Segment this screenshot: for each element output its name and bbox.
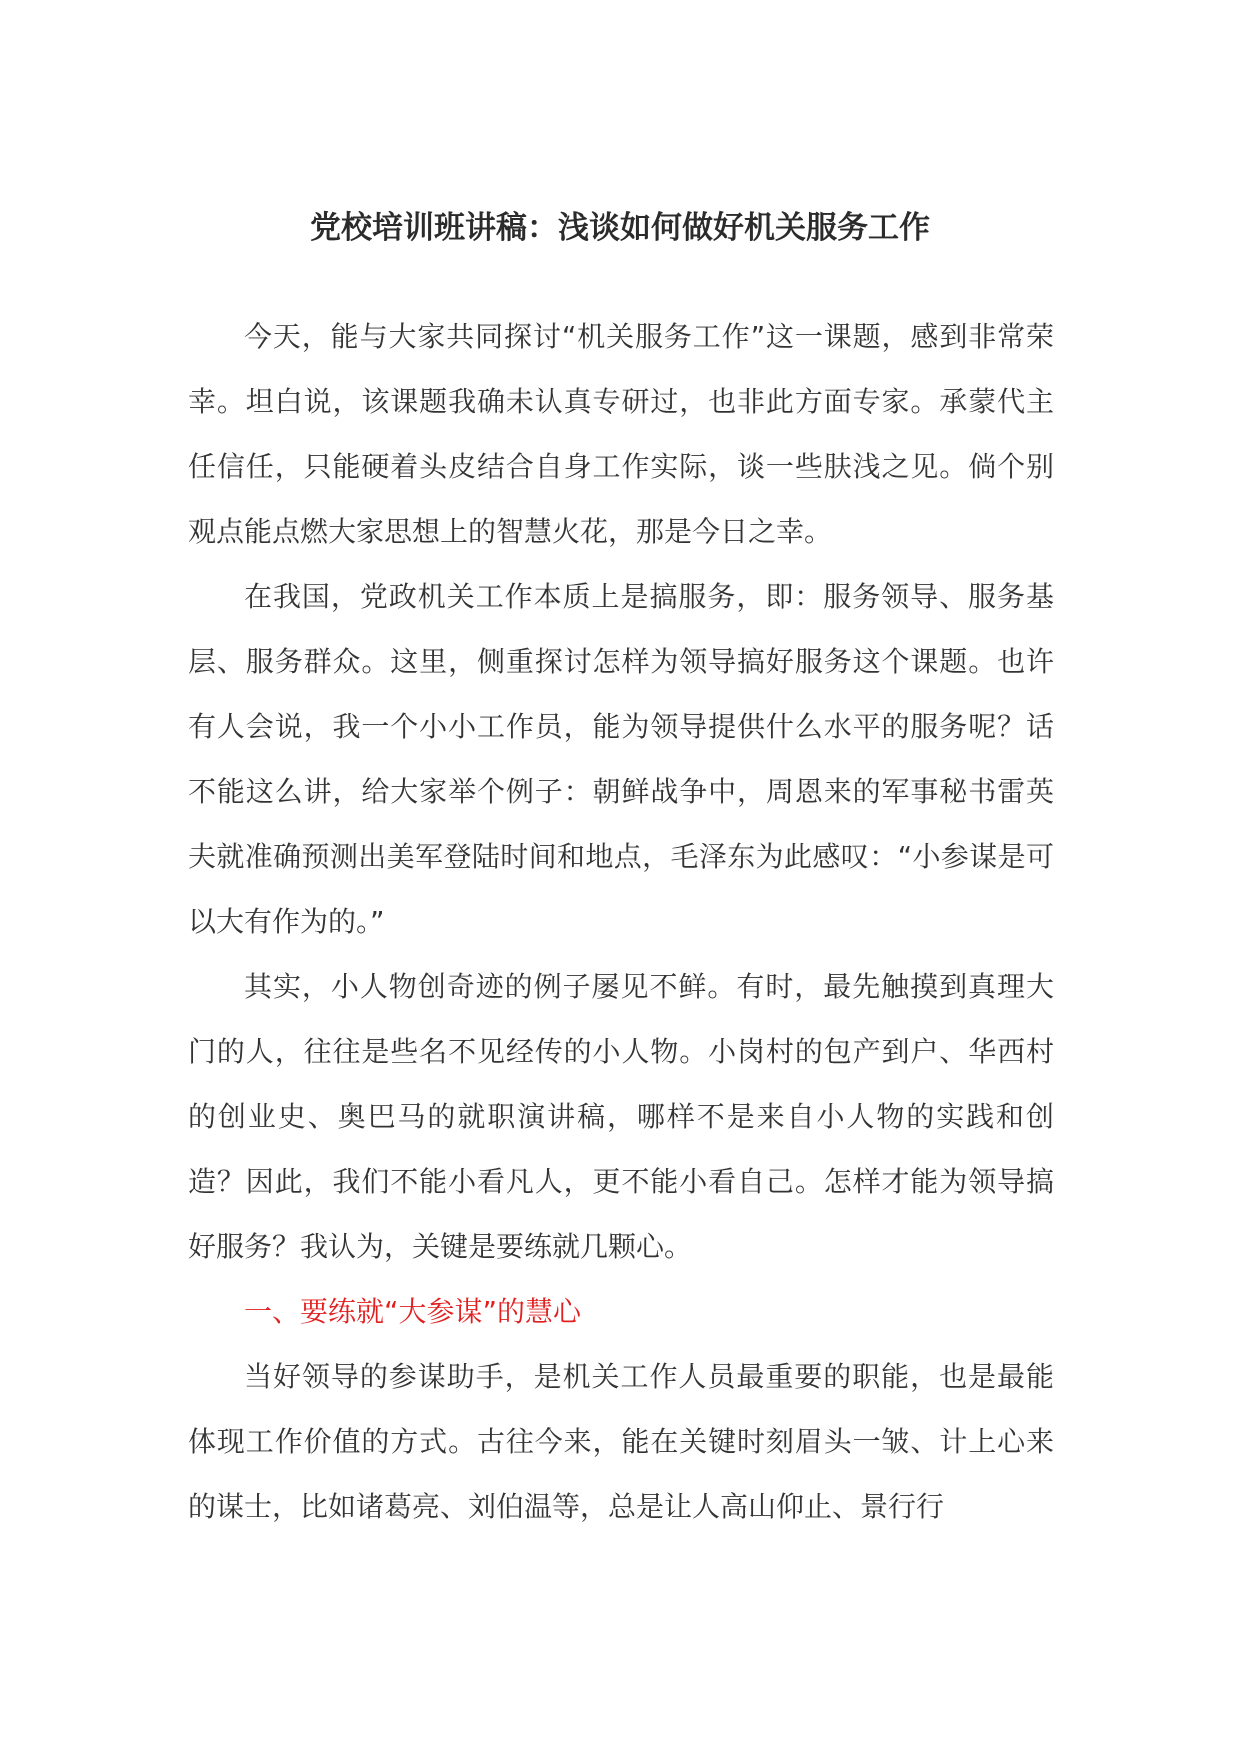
document-body [188,304,1054,1539]
paragraph-section-one: 当好领导的参谋助手，是机关工作人员最重要的职能，也是最能体现工作价值的方式。古往今来，能在关键时刻眉头一皱、计上心来的谋士，比如诸葛亮、刘伯温等，总是让人高山仰止、景行行 [188,1360,1054,1523]
section-heading: 一、要练就“大参谋”的慧心 [244,1295,582,1328]
document-title: 党校培训班讲稿：浅谈如何做好机关服务工作 [310,210,930,246]
paragraph-service: 在我国，党政机关工作本质上是搞服务，即：服务领导、服务基层、服务群众。这里，侧重探讨怎样为领导搞好服务这个课题。也许有人会说，我一个小小工作员，能为领导提供什么水平的服务呢？话不能这么讲，给大家举个例子：朝鲜战争中，周恩来的军事秘书雷英夫就准确预测出美军登陆时间和地点，毛泽东为此感叹：“小参谋是可以大有作为的。” [188,580,1054,938]
paragraph-intro: 今天，能与大家共同探讨“机关服务工作”这一课题，感到非常荣幸。坦白说，该课题我确未认真专研过，也非此方面专家。承蒙代主任信任，只能硬着头皮结合自身工作实际，谈一些肤浅之见。倘个别观点能点燃大家思想上的智慧火花，那是今日之幸。 [188,320,1054,548]
paragraph-small-people: 其实，小人物创奇迹的例子屡见不鲜。有时，最先触摸到真理大门的人，往往是些名不见经传的小人物。小岗村的包产到户、华西村的创业史、奥巴马的就职演讲稿，哪样不是来自小人物的实践和创造？因此，我们不能小看凡人，更不能小看自己。怎样才能为领导搞好服务？我认为，关键是要练就几颗心。 [188,970,1054,1263]
